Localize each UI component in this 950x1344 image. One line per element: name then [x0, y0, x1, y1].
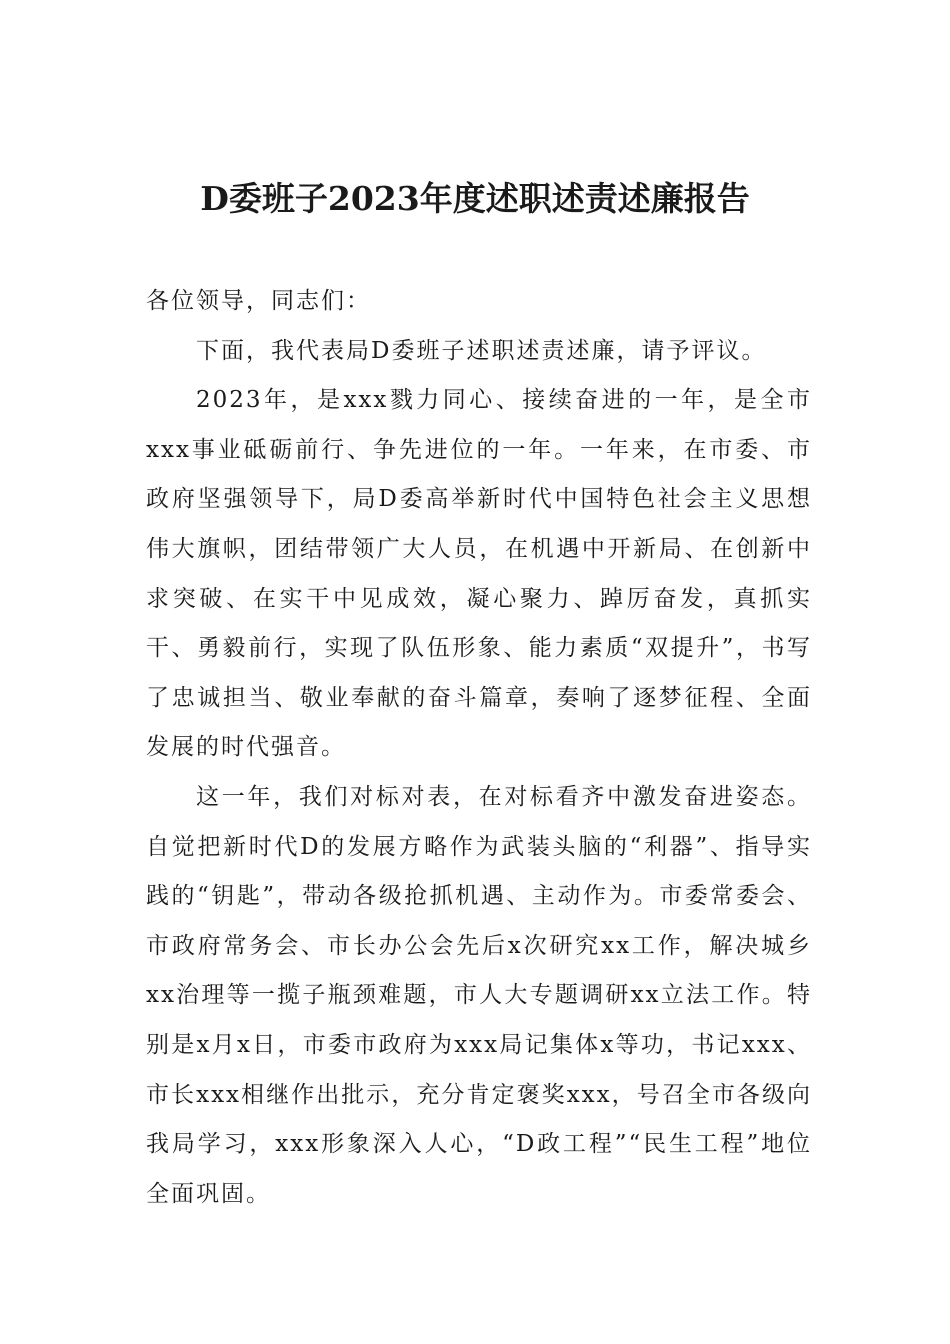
document-title: D委班子2023年度述职述责述廉报告 [200, 179, 750, 218]
salutation: 各位领导，同志们： [146, 288, 371, 314]
body-paragraph-2: 2023年，是xxx戮力同心、接续奋进的一年，是全市xxx事业砥砺前行、争先进位的一年。一年来，在市委、市政府坚强领导下，局D委高举新时代中国特色社会主义思想伟大旗帜，团结带领广大人员，在机遇中开新局、在创新中求突破、在实干中见成效，凝心聚力、踔厉奋发，真抓实干、勇毅前行，实现了队伍形象、能力素质“双提升”，书写了忠诚担当、敬业奉献的奋斗篇章，奏响了逐梦征程、全面发展的时代强音。 [146, 387, 812, 761]
body-paragraph-1: 下面，我代表局D委班子述职述责述廉，请予评议。 [196, 337, 767, 364]
body-paragraph-3: 这一年，我们对标对表，在对标看齐中激发奋进姿态。自觉把新时代D的发展方略作为武装头脑的“利器”、指导实践的“钥匙”，带动各级抢抓机遇、主动作为。市委常委会、市政府常务会、市长办公会先后x次研究xx工作，解决城乡xx治理等一揽子瓶颈难题，市人大专题调研xx立法工作。特别是x月x日，市委市政府为xxx局记集体x等功，书记xxx、市长xxx相继作出批示，充分肯定褒奖xxx，号召全市各级向我局学习，xxx形象深入人心，“D政工程”“民生工程”地位全面巩固。 [146, 783, 812, 1207]
document-body [146, 277, 812, 1219]
